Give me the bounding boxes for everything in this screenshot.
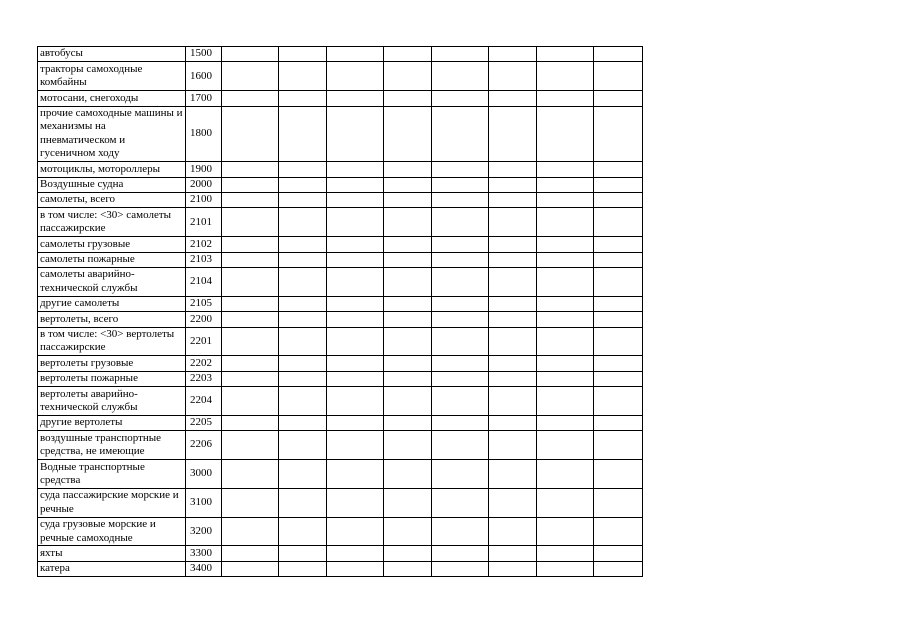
- table-row: [38, 460, 643, 489]
- empty-value-cell: [222, 192, 279, 207]
- table-row: [38, 237, 643, 252]
- empty-value-cell: [489, 267, 537, 296]
- empty-value-cell: [489, 91, 537, 106]
- empty-value-cell: [384, 460, 432, 489]
- empty-value-cell: [279, 327, 327, 356]
- empty-value-cell: [384, 62, 432, 91]
- table-row: [38, 546, 643, 561]
- empty-value-cell: [327, 371, 384, 386]
- row-code-cell: 3200: [186, 517, 222, 546]
- table-row: [38, 415, 643, 430]
- empty-value-cell: [279, 252, 327, 267]
- empty-value-cell: [537, 208, 594, 237]
- empty-value-cell: [327, 192, 384, 207]
- empty-value-cell: [537, 327, 594, 356]
- empty-value-cell: [594, 237, 643, 252]
- empty-value-cell: [327, 431, 384, 460]
- empty-value-cell: [594, 488, 643, 517]
- empty-value-cell: [594, 62, 643, 91]
- empty-value-cell: [537, 106, 594, 162]
- empty-value-cell: [537, 415, 594, 430]
- empty-value-cell: [279, 237, 327, 252]
- empty-value-cell: [279, 546, 327, 561]
- empty-value-cell: [537, 431, 594, 460]
- empty-value-cell: [384, 327, 432, 356]
- empty-value-cell: [432, 177, 489, 192]
- table-row: [38, 517, 643, 546]
- empty-value-cell: [489, 237, 537, 252]
- empty-value-cell: [594, 415, 643, 430]
- empty-value-cell: [222, 62, 279, 91]
- row-name-cell: другие вертолеты: [38, 415, 186, 430]
- empty-value-cell: [594, 356, 643, 371]
- empty-value-cell: [432, 356, 489, 371]
- empty-value-cell: [594, 327, 643, 356]
- empty-value-cell: [222, 460, 279, 489]
- row-code-cell: 2201: [186, 327, 222, 356]
- row-code-cell: 2100: [186, 192, 222, 207]
- empty-value-cell: [279, 561, 327, 576]
- empty-value-cell: [537, 267, 594, 296]
- empty-value-cell: [222, 252, 279, 267]
- empty-value-cell: [327, 296, 384, 311]
- row-name-cell: мотоциклы, мотороллеры: [38, 162, 186, 177]
- empty-value-cell: [327, 91, 384, 106]
- empty-value-cell: [384, 106, 432, 162]
- empty-value-cell: [279, 387, 327, 416]
- empty-value-cell: [384, 208, 432, 237]
- empty-value-cell: [222, 237, 279, 252]
- empty-value-cell: [537, 387, 594, 416]
- empty-value-cell: [384, 162, 432, 177]
- empty-value-cell: [489, 517, 537, 546]
- row-name-cell: вертолеты пожарные: [38, 371, 186, 386]
- table-row: [38, 252, 643, 267]
- empty-value-cell: [279, 267, 327, 296]
- empty-value-cell: [432, 327, 489, 356]
- empty-value-cell: [222, 312, 279, 327]
- empty-value-cell: [594, 91, 643, 106]
- empty-value-cell: [594, 192, 643, 207]
- empty-value-cell: [432, 106, 489, 162]
- row-name-cell: вертолеты аварийно-технической службы: [38, 387, 186, 416]
- empty-value-cell: [327, 517, 384, 546]
- empty-value-cell: [327, 208, 384, 237]
- empty-value-cell: [594, 162, 643, 177]
- empty-value-cell: [537, 460, 594, 489]
- empty-value-cell: [279, 208, 327, 237]
- empty-value-cell: [489, 415, 537, 430]
- empty-value-cell: [222, 431, 279, 460]
- empty-value-cell: [279, 488, 327, 517]
- empty-value-cell: [432, 371, 489, 386]
- empty-value-cell: [489, 460, 537, 489]
- empty-value-cell: [537, 162, 594, 177]
- row-code-cell: 2202: [186, 356, 222, 371]
- empty-value-cell: [327, 415, 384, 430]
- row-name-cell: в том числе: <30> вертолеты пассажирские: [38, 327, 186, 356]
- empty-value-cell: [537, 546, 594, 561]
- row-code-cell: 1900: [186, 162, 222, 177]
- empty-value-cell: [222, 208, 279, 237]
- empty-value-cell: [537, 517, 594, 546]
- empty-value-cell: [222, 517, 279, 546]
- row-name-cell: в том числе: <30> самолеты пассажирские: [38, 208, 186, 237]
- empty-value-cell: [384, 415, 432, 430]
- empty-value-cell: [594, 431, 643, 460]
- row-code-cell: 3100: [186, 488, 222, 517]
- row-code-cell: 1800: [186, 106, 222, 162]
- empty-value-cell: [384, 91, 432, 106]
- empty-value-cell: [432, 387, 489, 416]
- empty-value-cell: [432, 546, 489, 561]
- empty-value-cell: [327, 561, 384, 576]
- empty-value-cell: [327, 546, 384, 561]
- empty-value-cell: [432, 91, 489, 106]
- table-row: [38, 327, 643, 356]
- empty-value-cell: [384, 517, 432, 546]
- row-code-cell: 2203: [186, 371, 222, 386]
- empty-value-cell: [327, 62, 384, 91]
- empty-value-cell: [222, 106, 279, 162]
- empty-value-cell: [537, 561, 594, 576]
- empty-value-cell: [594, 460, 643, 489]
- row-code-cell: 2103: [186, 252, 222, 267]
- empty-value-cell: [594, 546, 643, 561]
- empty-value-cell: [384, 561, 432, 576]
- row-name-cell: вертолеты грузовые: [38, 356, 186, 371]
- table-row: [38, 387, 643, 416]
- empty-value-cell: [384, 47, 432, 62]
- empty-value-cell: [594, 252, 643, 267]
- empty-value-cell: [489, 162, 537, 177]
- empty-value-cell: [384, 488, 432, 517]
- row-name-cell: Водные транспортные средства: [38, 460, 186, 489]
- empty-value-cell: [489, 47, 537, 62]
- empty-value-cell: [537, 312, 594, 327]
- empty-value-cell: [279, 47, 327, 62]
- empty-value-cell: [279, 192, 327, 207]
- empty-value-cell: [222, 296, 279, 311]
- row-name-cell: тракторы самоходные комбайны: [38, 62, 186, 91]
- empty-value-cell: [432, 460, 489, 489]
- empty-value-cell: [432, 192, 489, 207]
- empty-value-cell: [489, 296, 537, 311]
- row-name-cell: другие самолеты: [38, 296, 186, 311]
- table-body: [38, 47, 643, 577]
- empty-value-cell: [222, 356, 279, 371]
- empty-value-cell: [594, 312, 643, 327]
- empty-value-cell: [327, 312, 384, 327]
- empty-value-cell: [594, 267, 643, 296]
- empty-value-cell: [327, 387, 384, 416]
- table-row: [38, 208, 643, 237]
- empty-value-cell: [489, 62, 537, 91]
- empty-value-cell: [327, 162, 384, 177]
- empty-value-cell: [327, 267, 384, 296]
- empty-value-cell: [537, 192, 594, 207]
- table-row: [38, 192, 643, 207]
- row-code-cell: 2105: [186, 296, 222, 311]
- empty-value-cell: [594, 296, 643, 311]
- row-name-cell: воздушные транспортные средства, не имеющие: [38, 431, 186, 460]
- row-name-cell: мотосани, снегоходы: [38, 91, 186, 106]
- empty-value-cell: [384, 387, 432, 416]
- empty-value-cell: [327, 460, 384, 489]
- row-name-cell: Воздушные судна: [38, 177, 186, 192]
- empty-value-cell: [432, 415, 489, 430]
- row-name-cell: самолеты грузовые: [38, 237, 186, 252]
- empty-value-cell: [432, 561, 489, 576]
- empty-value-cell: [432, 517, 489, 546]
- empty-value-cell: [489, 312, 537, 327]
- table-row: [38, 106, 643, 162]
- empty-value-cell: [327, 252, 384, 267]
- empty-value-cell: [384, 546, 432, 561]
- empty-value-cell: [537, 371, 594, 386]
- empty-value-cell: [594, 561, 643, 576]
- empty-value-cell: [489, 387, 537, 416]
- empty-value-cell: [222, 561, 279, 576]
- empty-value-cell: [384, 192, 432, 207]
- empty-value-cell: [384, 356, 432, 371]
- empty-value-cell: [279, 431, 327, 460]
- row-code-cell: 2206: [186, 431, 222, 460]
- empty-value-cell: [489, 488, 537, 517]
- empty-value-cell: [222, 177, 279, 192]
- empty-value-cell: [327, 177, 384, 192]
- empty-value-cell: [537, 296, 594, 311]
- empty-value-cell: [432, 47, 489, 62]
- vehicle-form-table: [37, 46, 643, 577]
- row-name-cell: прочие самоходные машины и механизмы на пневматическом и гусеничном ходу: [38, 106, 186, 162]
- row-name-cell: самолеты пожарные: [38, 252, 186, 267]
- row-name-cell: суда грузовые морские и речные самоходные: [38, 517, 186, 546]
- empty-value-cell: [432, 237, 489, 252]
- empty-value-cell: [384, 252, 432, 267]
- empty-value-cell: [222, 162, 279, 177]
- empty-value-cell: [432, 296, 489, 311]
- empty-value-cell: [384, 431, 432, 460]
- empty-value-cell: [384, 237, 432, 252]
- empty-value-cell: [537, 47, 594, 62]
- row-code-cell: 2200: [186, 312, 222, 327]
- empty-value-cell: [432, 267, 489, 296]
- empty-value-cell: [432, 208, 489, 237]
- empty-value-cell: [489, 356, 537, 371]
- table-row: [38, 177, 643, 192]
- empty-value-cell: [327, 327, 384, 356]
- table-row: [38, 431, 643, 460]
- empty-value-cell: [594, 208, 643, 237]
- empty-value-cell: [432, 431, 489, 460]
- empty-value-cell: [489, 208, 537, 237]
- row-code-cell: 2104: [186, 267, 222, 296]
- empty-value-cell: [222, 267, 279, 296]
- empty-value-cell: [594, 177, 643, 192]
- table-row: [38, 47, 643, 62]
- empty-value-cell: [489, 371, 537, 386]
- empty-value-cell: [432, 488, 489, 517]
- empty-value-cell: [432, 312, 489, 327]
- empty-value-cell: [279, 517, 327, 546]
- empty-value-cell: [279, 62, 327, 91]
- empty-value-cell: [279, 371, 327, 386]
- empty-value-cell: [537, 62, 594, 91]
- empty-value-cell: [384, 296, 432, 311]
- empty-value-cell: [594, 371, 643, 386]
- row-name-cell: катера: [38, 561, 186, 576]
- empty-value-cell: [279, 162, 327, 177]
- empty-value-cell: [432, 252, 489, 267]
- row-name-cell: самолеты, всего: [38, 192, 186, 207]
- empty-value-cell: [537, 91, 594, 106]
- row-code-cell: 3000: [186, 460, 222, 489]
- row-name-cell: автобусы: [38, 47, 186, 62]
- row-code-cell: 2205: [186, 415, 222, 430]
- empty-value-cell: [222, 91, 279, 106]
- row-code-cell: 3300: [186, 546, 222, 561]
- table-row: [38, 162, 643, 177]
- empty-value-cell: [537, 252, 594, 267]
- empty-value-cell: [537, 237, 594, 252]
- empty-value-cell: [327, 106, 384, 162]
- empty-value-cell: [384, 371, 432, 386]
- empty-value-cell: [594, 47, 643, 62]
- row-code-cell: 2101: [186, 208, 222, 237]
- empty-value-cell: [222, 415, 279, 430]
- table-row: [38, 267, 643, 296]
- row-name-cell: вертолеты, всего: [38, 312, 186, 327]
- empty-value-cell: [222, 546, 279, 561]
- empty-value-cell: [279, 91, 327, 106]
- empty-value-cell: [222, 387, 279, 416]
- table-row: [38, 91, 643, 106]
- empty-value-cell: [327, 237, 384, 252]
- empty-value-cell: [594, 387, 643, 416]
- empty-value-cell: [489, 431, 537, 460]
- empty-value-cell: [279, 415, 327, 430]
- empty-value-cell: [594, 517, 643, 546]
- empty-value-cell: [222, 47, 279, 62]
- empty-value-cell: [489, 327, 537, 356]
- empty-value-cell: [489, 192, 537, 207]
- empty-value-cell: [489, 561, 537, 576]
- row-name-cell: яхты: [38, 546, 186, 561]
- empty-value-cell: [489, 252, 537, 267]
- table-row: [38, 62, 643, 91]
- empty-value-cell: [537, 488, 594, 517]
- row-name-cell: самолеты аварийно-технической службы: [38, 267, 186, 296]
- row-code-cell: 2204: [186, 387, 222, 416]
- row-code-cell: 1500: [186, 47, 222, 62]
- row-code-cell: 1600: [186, 62, 222, 91]
- row-name-cell: суда пассажирские морские и речные: [38, 488, 186, 517]
- empty-value-cell: [489, 106, 537, 162]
- empty-value-cell: [537, 356, 594, 371]
- empty-value-cell: [432, 62, 489, 91]
- empty-value-cell: [222, 371, 279, 386]
- empty-value-cell: [384, 312, 432, 327]
- empty-value-cell: [279, 106, 327, 162]
- table-row: [38, 312, 643, 327]
- row-code-cell: 3400: [186, 561, 222, 576]
- empty-value-cell: [384, 177, 432, 192]
- table-row: [38, 488, 643, 517]
- empty-value-cell: [279, 312, 327, 327]
- row-code-cell: 1700: [186, 91, 222, 106]
- empty-value-cell: [222, 327, 279, 356]
- empty-value-cell: [489, 177, 537, 192]
- empty-value-cell: [279, 460, 327, 489]
- table-row: [38, 356, 643, 371]
- table-row: [38, 561, 643, 576]
- empty-value-cell: [222, 488, 279, 517]
- empty-value-cell: [327, 488, 384, 517]
- empty-value-cell: [537, 177, 594, 192]
- table-row: [38, 296, 643, 311]
- row-code-cell: 2102: [186, 237, 222, 252]
- empty-value-cell: [279, 177, 327, 192]
- empty-value-cell: [279, 356, 327, 371]
- empty-value-cell: [327, 356, 384, 371]
- empty-value-cell: [384, 267, 432, 296]
- empty-value-cell: [327, 47, 384, 62]
- row-code-cell: 2000: [186, 177, 222, 192]
- empty-value-cell: [432, 162, 489, 177]
- table-row: [38, 371, 643, 386]
- empty-value-cell: [279, 296, 327, 311]
- empty-value-cell: [594, 106, 643, 162]
- empty-value-cell: [489, 546, 537, 561]
